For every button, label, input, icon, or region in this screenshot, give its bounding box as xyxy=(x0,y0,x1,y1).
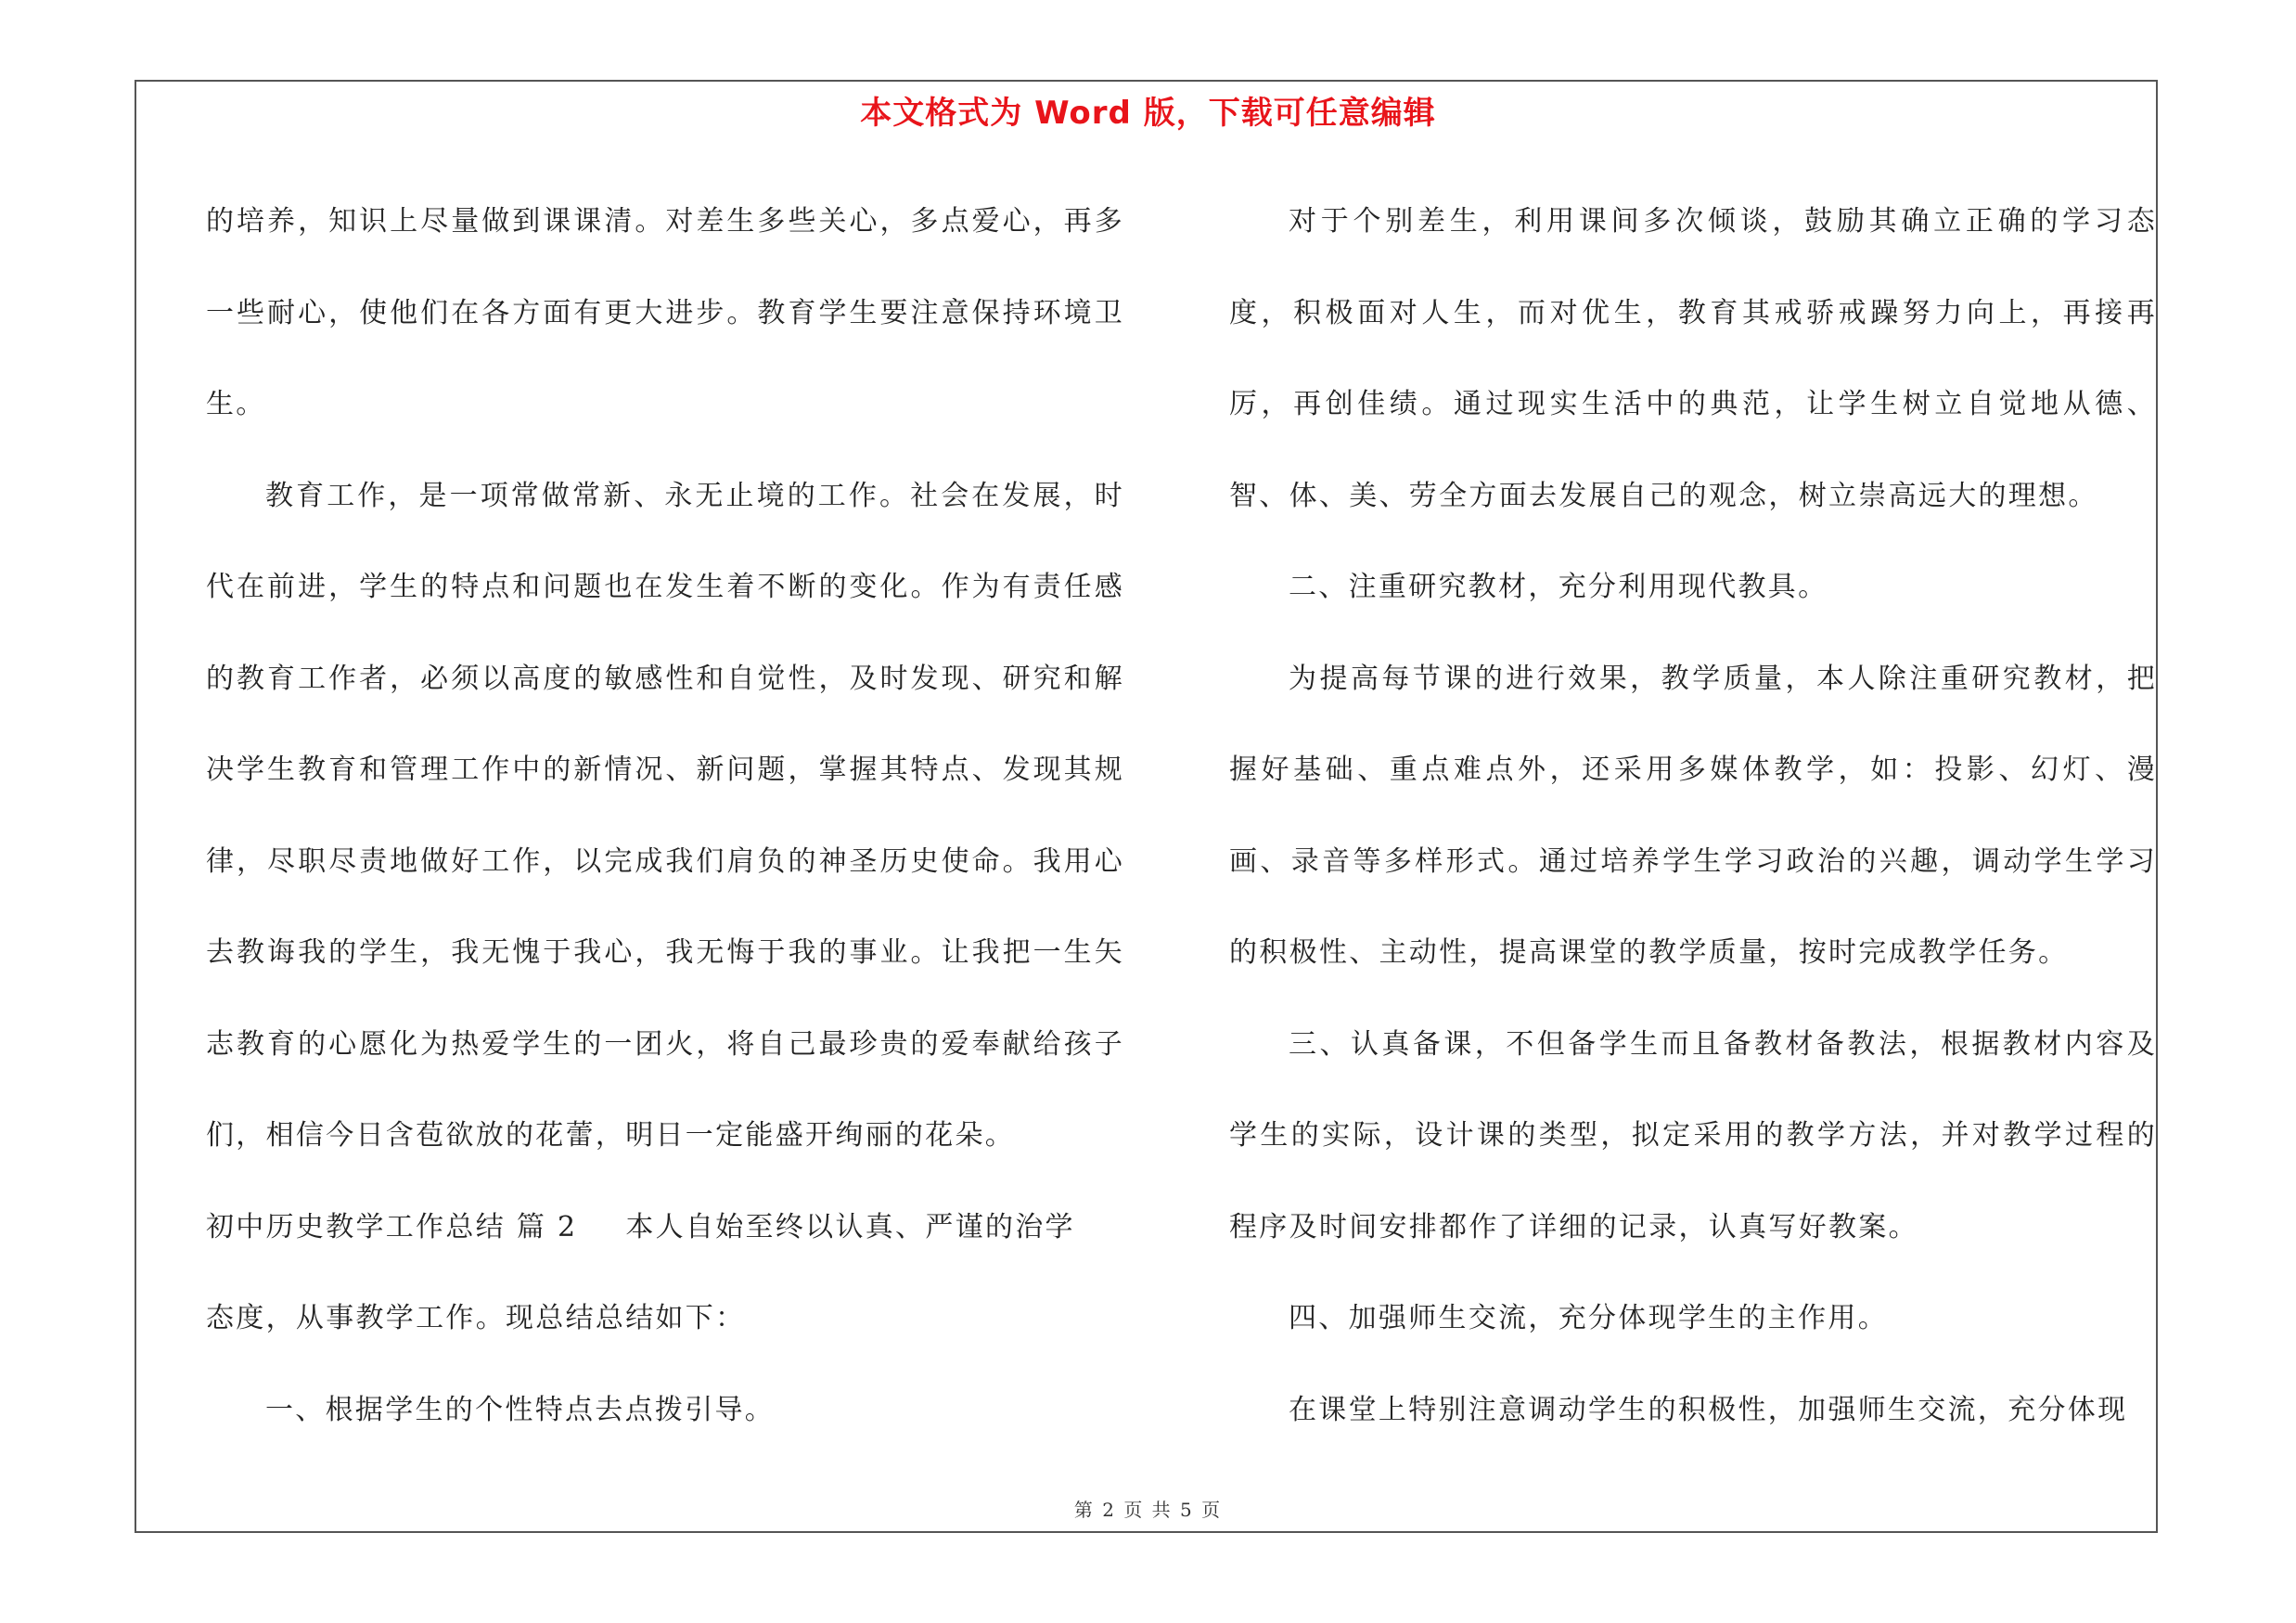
section-heading-line xyxy=(206,1182,1124,1274)
left-paragraph-1: 的培养，知识上尽量做到课课清。对差生多些关心，多点爱心，再多一些耐心，使他们在各方面有更大进步。教育学生要注意保持环境卫生。 xyxy=(206,205,1124,420)
section-title: 初中历史教学工作总结 篇 2 xyxy=(206,1210,578,1243)
right-paragraph-5: 四、加强师生交流，充分体现学生的主作用。 xyxy=(1289,1302,1888,1334)
right-column xyxy=(1229,176,2157,1448)
right-paragraph-2: 二、注重研究教材，充分利用现代教具。 xyxy=(1289,571,1828,603)
page-number-footer: 第 2 页 共 5 页 xyxy=(1073,1499,1223,1521)
section-intro-continued: 态度，从事教学工作。现总结总结如下： xyxy=(206,1302,746,1334)
word-format-banner: 本文格式为 Word 版，下载可任意编辑 xyxy=(860,95,1436,132)
left-paragraph-2: 教育工作，是一项常做常新、永无止境的工作。社会在发展，时代在前进，学生的特点和问题也在发生着不断的变化。作为有责任感的教育工作者，必须以高度的敏感性和自觉性，及时发现、研究和解决学生教育和管理工作中的新情况、新问题，掌握其特点、发现其规律，尽职尽责地做好工作，以完成我们肩负的神圣历史使命。我用心去教诲我的学生，我无愧于我心，我无悔于我的事业。让我把一生矢志教育的心愿化为热爱学生的一团火，将自己最珍贵的爱奉献给孩子们，相信今日含苞欲放的花蕾，明日一定能盛开绚丽的花朵。 xyxy=(206,479,1124,1152)
right-paragraph-6: 在课堂上特别注意调动学生的积极性，加强师生交流，充分体现 xyxy=(1289,1393,2128,1426)
left-paragraph-3: 一、根据学生的个性特点去点拨引导。 xyxy=(265,1393,776,1426)
right-paragraph-3: 为提高每节课的进行效果，教学质量，本人除注重研究教材，把握好基础、重点难点外，还采用多媒体教学，如：投影、幻灯、漫画、录音等多样形式。通过培养学生学习政治的兴趣，调动学生学习的积极性、主动性，提高课堂的教学质量，按时完成教学任务。 xyxy=(1229,662,2157,969)
right-paragraph-4: 三、认真备课，不但备学生而且备教材备教法，根据教材内容及学生的实际，设计课的类型，拟定采用的教学方法，并对教学过程的程序及时间安排都作了详细的记录，认真写好教案。 xyxy=(1229,1027,2157,1243)
left-column xyxy=(206,176,1124,1448)
section-intro: 本人自始至终以认真、严谨的治学 xyxy=(625,1210,1075,1243)
right-paragraph-1: 对于个别差生，利用课间多次倾谈，鼓励其确立正确的学习态度，积极面对人生，而对优生，教育其戒骄戒躁努力向上，再接再厉，再创佳绩。通过现实生活中的典范，让学生树立自觉地从德、智、体、美、劳全方面去发展自己的观念，树立崇高远大的理想。 xyxy=(1229,205,2157,512)
